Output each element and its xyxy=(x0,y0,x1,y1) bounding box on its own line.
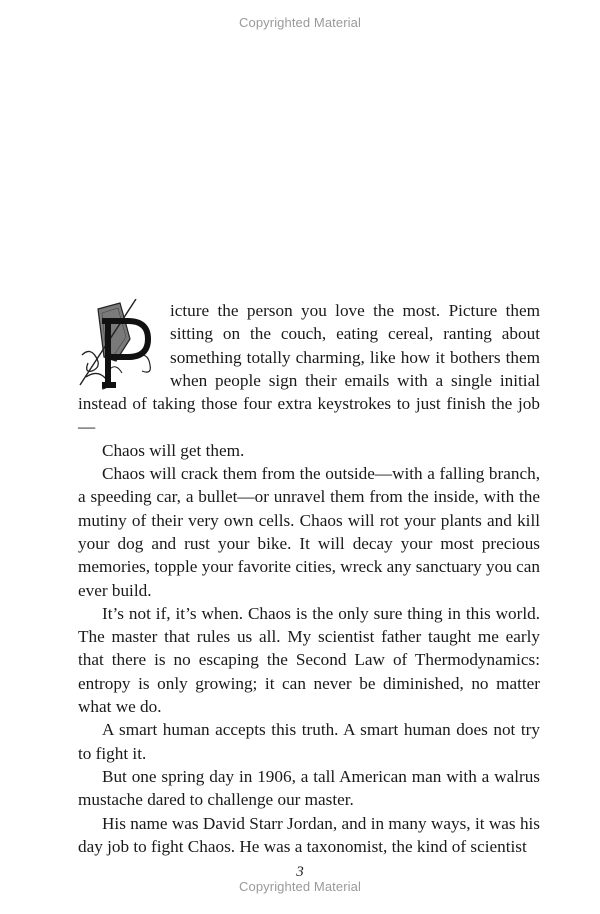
copyright-watermark-top: Copyrighted Material xyxy=(239,15,361,30)
dropcap-ornament-icon xyxy=(76,299,164,391)
paragraph-4: It’s not if, it’s when. Chaos is the only sure thing in this world. The master that rules us all. My scientist father taught me early that there is no escaping the Second Law of Thermodynamics: entropy is only growing; it can never be diminished, no matter what we do. xyxy=(78,603,540,717)
paragraph-5: A smart human accepts this truth. A smart human does not try to fight it. xyxy=(78,720,540,763)
paragraph-6: But one spring day in 1906, a tall American man with a walrus mustache dared to challenge our master. xyxy=(78,766,540,810)
paragraph-2: Chaos will get them. xyxy=(102,440,245,460)
paragraph-1-text: icture the person you love the most. Picture them sitting on the couch, eating cereal, ranting about something totally charming, like how it bothers them when people sign their emails with a single initial instead of taking those four extra keystrokes to just finish the job— xyxy=(78,301,540,437)
paragraph-3: Chaos will crack them from the outside—with a falling branch, a speeding car, a bullet—or unravel them from the inside, with the mutiny of their very own cells. Chaos will rot your plants and kill your dog and rust your bike. It will decay your most precious memories, topple your favorite cities, wreck any sanctuary you can ever build. xyxy=(78,464,540,600)
paragraph-7: His name was David Starr Jordan, and in many ways, it was his day job to fight Chaos. He was a taxonomist, the kind of scientist xyxy=(78,813,540,856)
chapter-text xyxy=(78,299,540,858)
page-number: 3 xyxy=(296,864,304,880)
copyright-watermark-bottom: Copyrighted Material xyxy=(239,879,361,894)
paragraph-1 xyxy=(78,299,540,439)
decorated-dropcap xyxy=(76,299,164,391)
